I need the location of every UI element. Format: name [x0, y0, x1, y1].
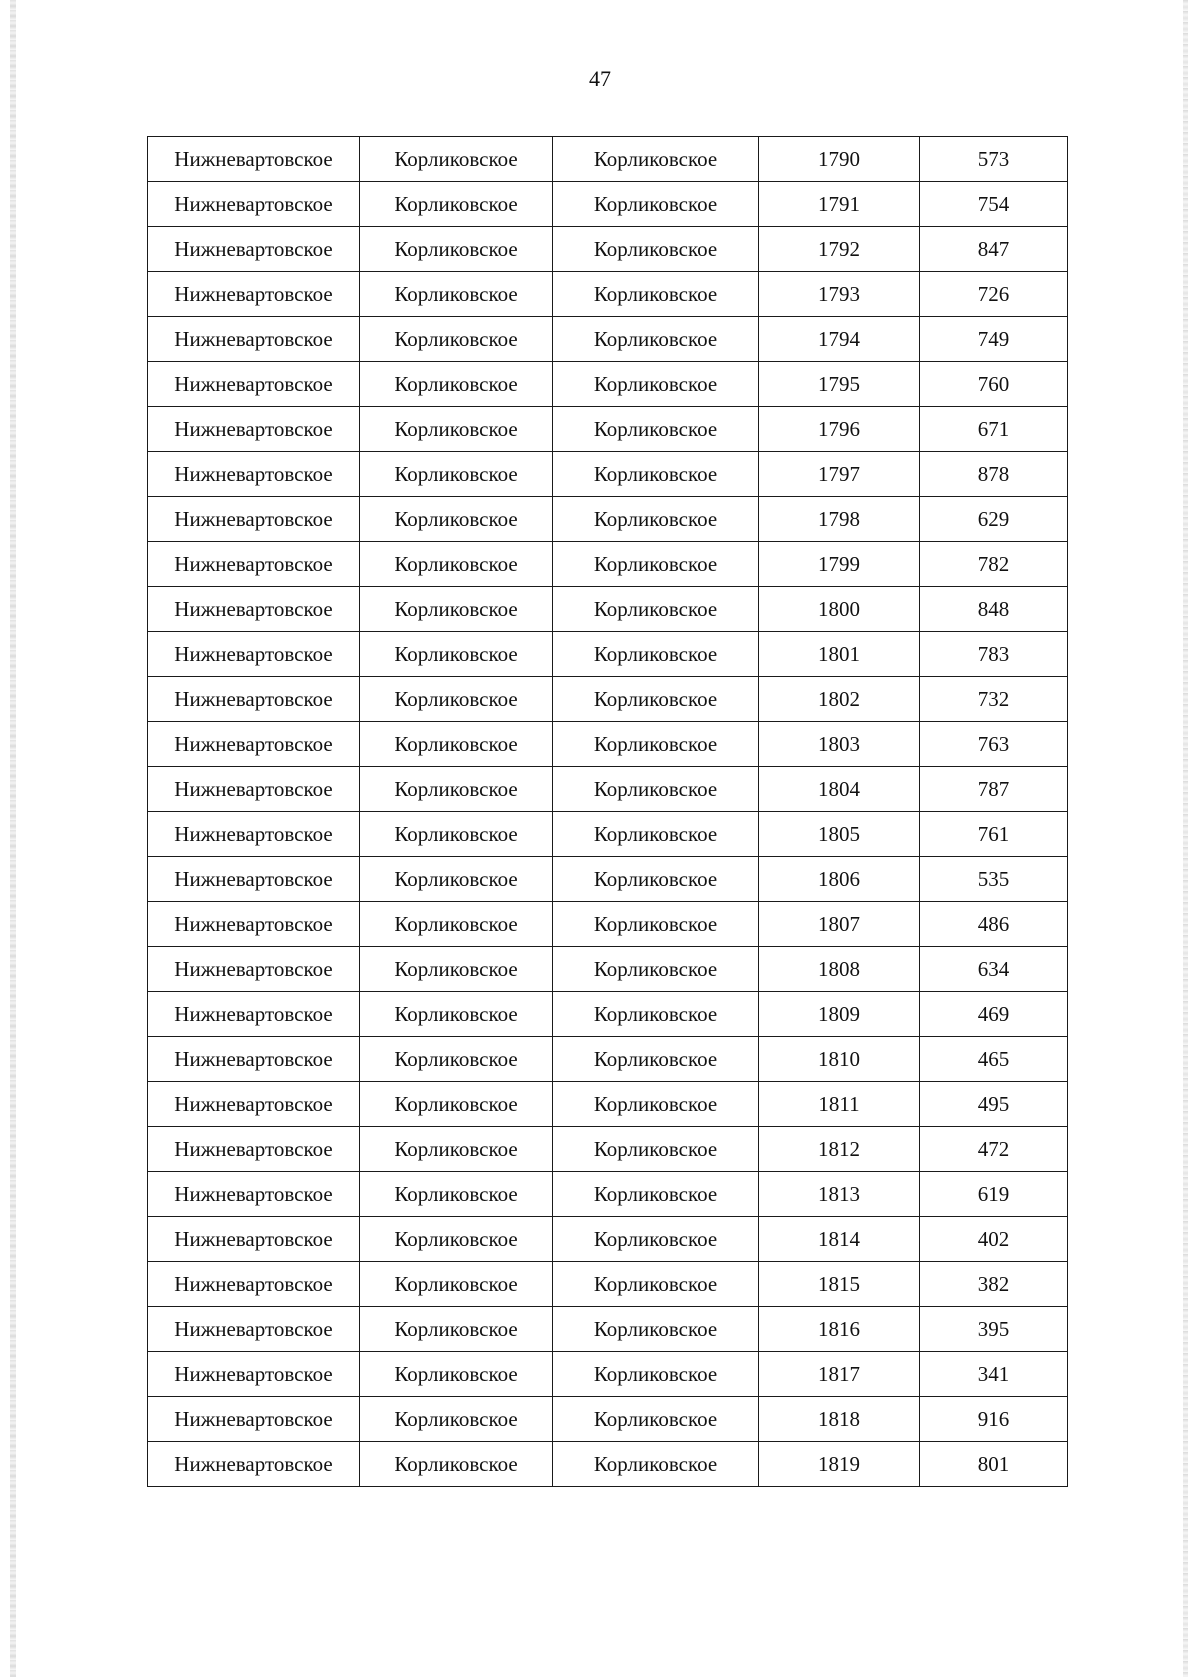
- district-cell: Нижневартовское: [148, 407, 360, 452]
- value-cell: 878: [920, 452, 1068, 497]
- table-row: [148, 767, 1068, 812]
- area-cell: Корликовское: [553, 137, 759, 182]
- area-cell: Корликовское: [553, 1397, 759, 1442]
- field-cell: Корликовское: [360, 542, 553, 587]
- value-cell: 535: [920, 857, 1068, 902]
- table-row: [148, 182, 1068, 227]
- table-row: [148, 1217, 1068, 1262]
- field-cell: Корликовское: [360, 1262, 553, 1307]
- table-row: [148, 1352, 1068, 1397]
- number-cell: 1808: [759, 947, 920, 992]
- field-cell: Корликовское: [360, 812, 553, 857]
- field-cell: Корликовское: [360, 767, 553, 812]
- table-row: [148, 1262, 1068, 1307]
- number-cell: 1814: [759, 1217, 920, 1262]
- field-cell: Корликовское: [360, 137, 553, 182]
- area-cell: Корликовское: [553, 227, 759, 272]
- district-cell: Нижневартовское: [148, 272, 360, 317]
- area-cell: Корликовское: [553, 857, 759, 902]
- number-cell: 1815: [759, 1262, 920, 1307]
- value-cell: 760: [920, 362, 1068, 407]
- number-cell: 1818: [759, 1397, 920, 1442]
- value-cell: 782: [920, 542, 1068, 587]
- district-cell: Нижневартовское: [148, 137, 360, 182]
- area-cell: Корликовское: [553, 452, 759, 497]
- area-cell: Корликовское: [553, 272, 759, 317]
- area-cell: Корликовское: [553, 1352, 759, 1397]
- field-cell: Корликовское: [360, 407, 553, 452]
- field-cell: Корликовское: [360, 227, 553, 272]
- area-cell: Корликовское: [553, 1307, 759, 1352]
- field-cell: Корликовское: [360, 1127, 553, 1172]
- table-row: [148, 272, 1068, 317]
- district-cell: Нижневартовское: [148, 947, 360, 992]
- value-cell: 486: [920, 902, 1068, 947]
- number-cell: 1802: [759, 677, 920, 722]
- table-row: [148, 1127, 1068, 1172]
- field-cell: Корликовское: [360, 1352, 553, 1397]
- scan-edge-left: [10, 0, 16, 1677]
- area-cell: Корликовское: [553, 1217, 759, 1262]
- number-cell: 1797: [759, 452, 920, 497]
- value-cell: 472: [920, 1127, 1068, 1172]
- value-cell: 573: [920, 137, 1068, 182]
- number-cell: 1793: [759, 272, 920, 317]
- district-cell: Нижневартовское: [148, 452, 360, 497]
- field-cell: Корликовское: [360, 1037, 553, 1082]
- value-cell: 749: [920, 317, 1068, 362]
- table-row: [148, 407, 1068, 452]
- field-cell: Корликовское: [360, 1307, 553, 1352]
- table-row: [148, 902, 1068, 947]
- area-cell: Корликовское: [553, 542, 759, 587]
- district-cell: Нижневартовское: [148, 1352, 360, 1397]
- number-cell: 1791: [759, 182, 920, 227]
- number-cell: 1812: [759, 1127, 920, 1172]
- field-cell: Корликовское: [360, 1442, 553, 1487]
- area-cell: Корликовское: [553, 677, 759, 722]
- field-cell: Корликовское: [360, 947, 553, 992]
- district-cell: Нижневартовское: [148, 1397, 360, 1442]
- table-row: [148, 1397, 1068, 1442]
- table-row: [148, 497, 1068, 542]
- value-cell: 763: [920, 722, 1068, 767]
- number-cell: 1807: [759, 902, 920, 947]
- number-cell: 1816: [759, 1307, 920, 1352]
- area-cell: Корликовское: [553, 992, 759, 1037]
- table-body: [148, 137, 1068, 1487]
- district-cell: Нижневартовское: [148, 587, 360, 632]
- number-cell: 1792: [759, 227, 920, 272]
- area-cell: Корликовское: [553, 497, 759, 542]
- value-cell: 469: [920, 992, 1068, 1037]
- area-cell: Корликовское: [553, 1037, 759, 1082]
- table-row: [148, 1307, 1068, 1352]
- district-cell: Нижневартовское: [148, 722, 360, 767]
- value-cell: 495: [920, 1082, 1068, 1127]
- area-cell: Корликовское: [553, 1127, 759, 1172]
- table-row: [148, 947, 1068, 992]
- district-cell: Нижневартовское: [148, 857, 360, 902]
- area-cell: Корликовское: [553, 812, 759, 857]
- number-cell: 1798: [759, 497, 920, 542]
- district-cell: Нижневартовское: [148, 317, 360, 362]
- value-cell: 382: [920, 1262, 1068, 1307]
- district-cell: Нижневартовское: [148, 767, 360, 812]
- table-row: [148, 812, 1068, 857]
- field-cell: Корликовское: [360, 317, 553, 362]
- number-cell: 1801: [759, 632, 920, 677]
- table-row: [148, 1082, 1068, 1127]
- district-cell: Нижневартовское: [148, 902, 360, 947]
- area-cell: Корликовское: [553, 767, 759, 812]
- district-cell: Нижневартовское: [148, 1082, 360, 1127]
- district-cell: Нижневартовское: [148, 227, 360, 272]
- number-cell: 1803: [759, 722, 920, 767]
- area-cell: Корликовское: [553, 1172, 759, 1217]
- area-cell: Корликовское: [553, 632, 759, 677]
- table-row: [148, 992, 1068, 1037]
- value-cell: 916: [920, 1397, 1068, 1442]
- district-cell: Нижневартовское: [148, 992, 360, 1037]
- value-cell: 754: [920, 182, 1068, 227]
- number-cell: 1819: [759, 1442, 920, 1487]
- scan-edge-right: [1183, 0, 1188, 1677]
- area-cell: Корликовское: [553, 902, 759, 947]
- value-cell: 847: [920, 227, 1068, 272]
- area-cell: Корликовское: [553, 587, 759, 632]
- value-cell: 341: [920, 1352, 1068, 1397]
- number-cell: 1817: [759, 1352, 920, 1397]
- field-cell: Корликовское: [360, 1217, 553, 1262]
- table-row: [148, 227, 1068, 272]
- district-cell: Нижневартовское: [148, 1172, 360, 1217]
- table-row: [148, 722, 1068, 767]
- number-cell: 1810: [759, 1037, 920, 1082]
- field-cell: Корликовское: [360, 452, 553, 497]
- field-cell: Корликовское: [360, 587, 553, 632]
- district-cell: Нижневартовское: [148, 812, 360, 857]
- field-cell: Корликовское: [360, 722, 553, 767]
- value-cell: 402: [920, 1217, 1068, 1262]
- value-cell: 801: [920, 1442, 1068, 1487]
- value-cell: 848: [920, 587, 1068, 632]
- district-cell: Нижневартовское: [148, 1037, 360, 1082]
- district-cell: Нижневартовское: [148, 632, 360, 677]
- area-cell: Корликовское: [553, 317, 759, 362]
- district-cell: Нижневартовское: [148, 1307, 360, 1352]
- field-cell: Корликовское: [360, 992, 553, 1037]
- number-cell: 1813: [759, 1172, 920, 1217]
- number-cell: 1794: [759, 317, 920, 362]
- number-cell: 1799: [759, 542, 920, 587]
- number-cell: 1804: [759, 767, 920, 812]
- field-cell: Корликовское: [360, 362, 553, 407]
- district-cell: Нижневартовское: [148, 1217, 360, 1262]
- table-row: [148, 542, 1068, 587]
- value-cell: 634: [920, 947, 1068, 992]
- table-row: [148, 677, 1068, 722]
- number-cell: 1806: [759, 857, 920, 902]
- number-cell: 1790: [759, 137, 920, 182]
- number-cell: 1796: [759, 407, 920, 452]
- table-row: [148, 362, 1068, 407]
- table-row: [148, 137, 1068, 182]
- district-cell: Нижневартовское: [148, 497, 360, 542]
- area-cell: Корликовское: [553, 407, 759, 452]
- value-cell: 783: [920, 632, 1068, 677]
- district-cell: Нижневартовское: [148, 182, 360, 227]
- value-cell: 395: [920, 1307, 1068, 1352]
- field-cell: Корликовское: [360, 1172, 553, 1217]
- area-cell: Корликовское: [553, 1082, 759, 1127]
- value-cell: 726: [920, 272, 1068, 317]
- area-cell: Корликовское: [553, 947, 759, 992]
- data-table: [147, 136, 1068, 1487]
- number-cell: 1811: [759, 1082, 920, 1127]
- area-cell: Корликовское: [553, 1442, 759, 1487]
- table-row: [148, 587, 1068, 632]
- district-cell: Нижневартовское: [148, 1442, 360, 1487]
- table-row: [148, 1172, 1068, 1217]
- area-cell: Корликовское: [553, 1262, 759, 1307]
- number-cell: 1795: [759, 362, 920, 407]
- value-cell: 787: [920, 767, 1068, 812]
- field-cell: Корликовское: [360, 677, 553, 722]
- field-cell: Корликовское: [360, 272, 553, 317]
- value-cell: 732: [920, 677, 1068, 722]
- field-cell: Корликовское: [360, 1397, 553, 1442]
- table-row: [148, 632, 1068, 677]
- field-cell: Корликовское: [360, 1082, 553, 1127]
- area-cell: Корликовское: [553, 722, 759, 767]
- number-cell: 1805: [759, 812, 920, 857]
- table-row: [148, 452, 1068, 497]
- field-cell: Корликовское: [360, 632, 553, 677]
- district-cell: Нижневартовское: [148, 542, 360, 587]
- district-cell: Нижневартовское: [148, 677, 360, 722]
- page-number: 47: [589, 66, 611, 91]
- field-cell: Корликовское: [360, 497, 553, 542]
- field-cell: Корликовское: [360, 182, 553, 227]
- district-cell: Нижневартовское: [148, 1262, 360, 1307]
- table-row: [148, 1442, 1068, 1487]
- number-cell: 1809: [759, 992, 920, 1037]
- area-cell: Корликовское: [553, 182, 759, 227]
- district-cell: Нижневартовское: [148, 1127, 360, 1172]
- area-cell: Корликовское: [553, 362, 759, 407]
- value-cell: 465: [920, 1037, 1068, 1082]
- field-cell: Корликовское: [360, 857, 553, 902]
- table-row: [148, 1037, 1068, 1082]
- value-cell: 671: [920, 407, 1068, 452]
- table-row: [148, 857, 1068, 902]
- field-cell: Корликовское: [360, 902, 553, 947]
- number-cell: 1800: [759, 587, 920, 632]
- district-cell: Нижневартовское: [148, 362, 360, 407]
- value-cell: 629: [920, 497, 1068, 542]
- value-cell: 761: [920, 812, 1068, 857]
- value-cell: 619: [920, 1172, 1068, 1217]
- table-row: [148, 317, 1068, 362]
